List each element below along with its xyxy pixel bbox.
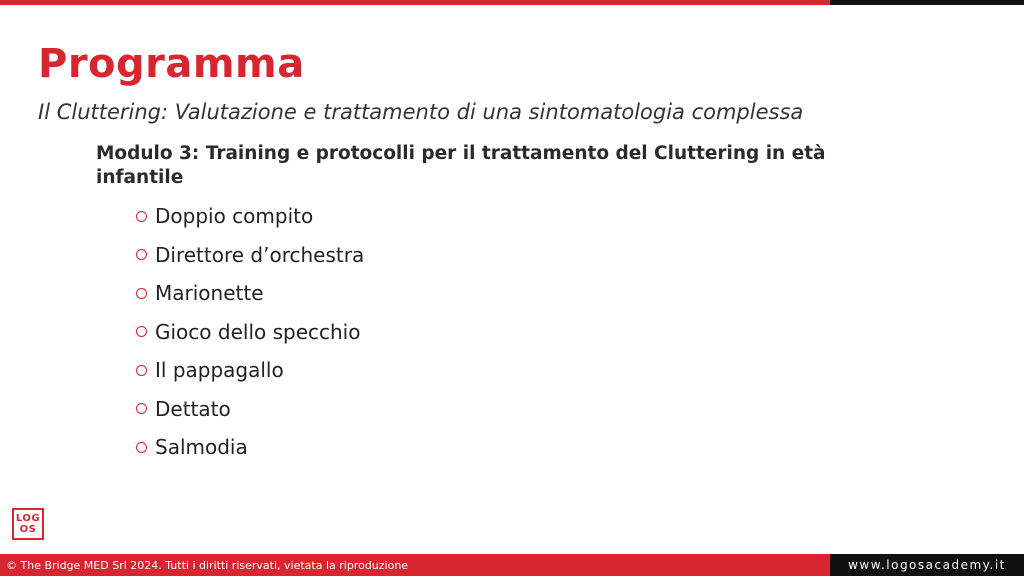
list-item (136, 351, 364, 390)
module-heading: Modulo 3: Training e protocolli per il trattamento del Cluttering in età infantile (96, 143, 826, 188)
list-item-label: Marionette (155, 281, 264, 306)
circle-outline-icon (136, 249, 147, 260)
circle-outline-icon (136, 442, 147, 453)
list-item-label: Direttore d’orchestra (155, 242, 365, 267)
list-item (136, 313, 364, 352)
list-item-label: Dettato (155, 396, 231, 421)
slide-title: Programma (38, 41, 305, 87)
list-item-label: Doppio compito (155, 204, 314, 229)
list-item (136, 236, 364, 275)
circle-outline-icon (136, 211, 147, 222)
bullet-list (136, 197, 364, 467)
top-accent-bar-red (0, 0, 830, 5)
footer-copyright: © The Bridge MED Srl 2024. Tutti i diritti riservati, vietata la riproduzione (6, 558, 409, 572)
circle-outline-icon (136, 403, 147, 414)
list-item-label: Il pappagallo (155, 358, 284, 383)
footer-copyright-bar (0, 554, 830, 576)
list-item (136, 390, 364, 429)
slide-subtitle: Il Cluttering: Valutazione e trattamento di una sintomatologia complessa (38, 100, 804, 124)
footer-website-bar (830, 554, 1024, 576)
logos-logo (12, 508, 44, 540)
logo-text-top: LOG (15, 513, 41, 524)
circle-outline-icon (136, 365, 147, 376)
circle-outline-icon (136, 326, 147, 337)
list-item-label: Gioco dello specchio (155, 319, 361, 344)
footer-website-link[interactable]: www.logosacademy.it (848, 558, 1006, 572)
logo-text-bottom: OS (19, 524, 37, 535)
list-item (136, 274, 364, 313)
list-item (136, 197, 364, 236)
list-item-label: Salmodia (155, 435, 248, 460)
top-accent-bar-black (830, 0, 1024, 5)
list-item (136, 428, 364, 467)
circle-outline-icon (136, 288, 147, 299)
